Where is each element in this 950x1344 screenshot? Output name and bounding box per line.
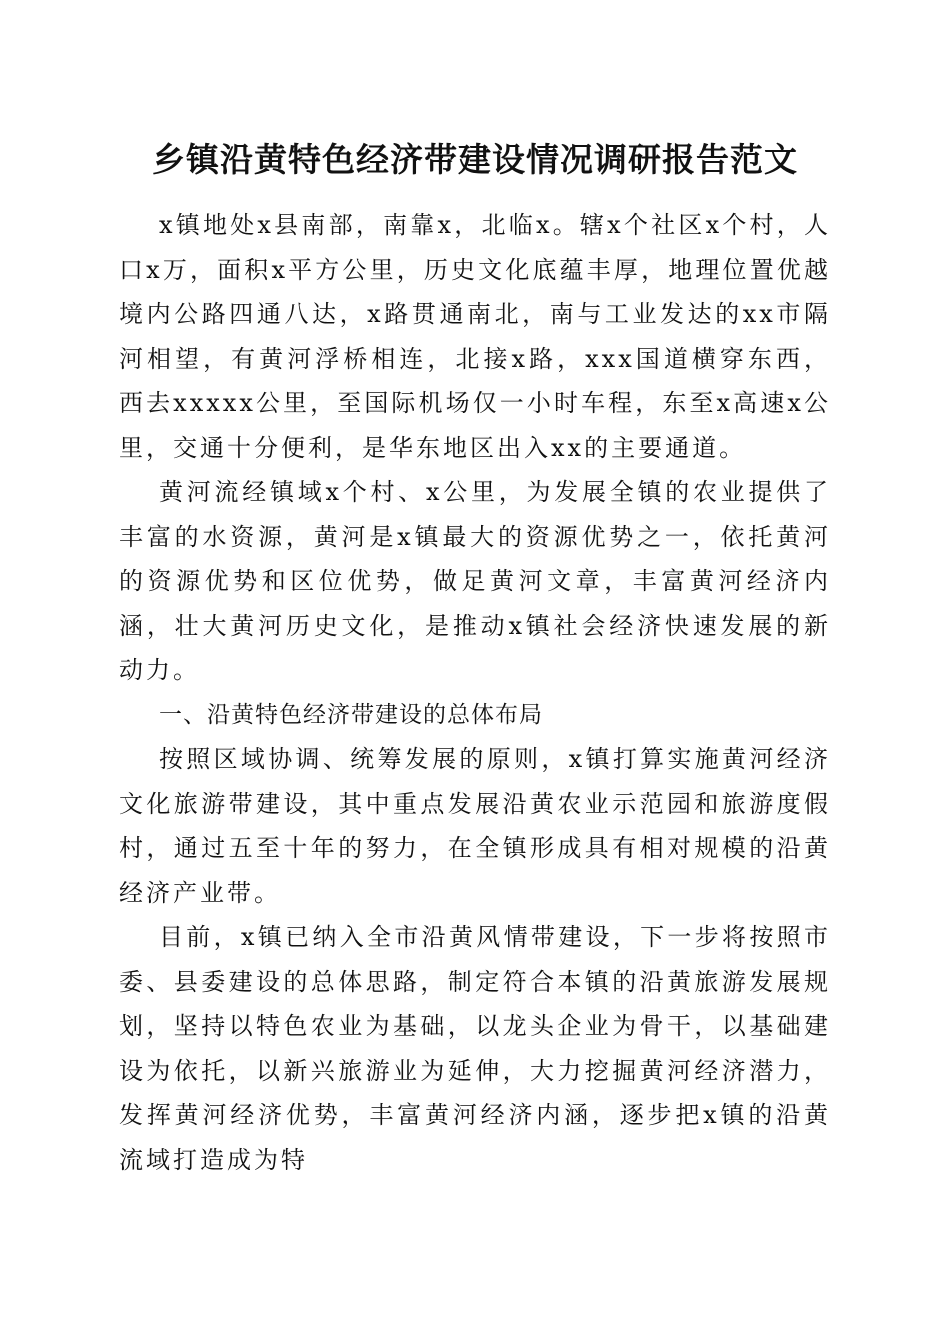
paragraph-yellow-river: 黄河流经镇域x个村、x公里，为发展全镇的农业提供了丰富的水资源，黄河是x镇最大的资源优势之一，依托黄河的资源优势和区位优势，做足黄河文章，丰富黄河经济内涵，壮大黄河历史文化，是推动x镇社会经济快速发展的新动力。 [119,478,831,684]
document-body [119,203,831,1182]
paragraph-intro: x镇地处x县南部，南靠x，北临x。辖x个社区x个村，人口x万，面积x平方公里，历史文化底蕴丰厚，地理位置优越境内公路四通八达，x路贯通南北，南与工业发达的xx市隔河相望，有黄河浮桥相连，北接x路，xxx国道横穿东西，西去xxxxx公里，至国际机场仅一小时车程，东至x高速x公里，交通十分便利，是华东地区出入xx的主要通道。 [119,211,831,462]
document-title: 乡镇沿黄特色经济带建设情况调研报告范文 [152,140,798,179]
paragraph-current-plan: 目前，x镇已纳入全市沿黄风情带建设，下一步将按照市委、县委建设的总体思路，制定符合本镇的沿黄旅游发展规划，坚持以特色农业为基础，以龙头企业为骨干，以基础建设为依托，以新兴旅游业为延伸，大力挖掘黄河经济潜力，发挥黄河经济优势，丰富黄河经济内涵，逐步把x镇的沿黄流域打造成为特 [119,923,831,1174]
section-heading-layout: 一、沿黄特色经济带建设的总体布局 [159,701,543,728]
paragraph-principle: 按照区域协调、统筹发展的原则，x镇打算实施黄河经济文化旅游带建设，其中重点发展沿黄农业示范园和旅游度假村，通过五至十年的努力，在全镇形成具有相对规模的沿黄经济产业带。 [119,745,831,907]
